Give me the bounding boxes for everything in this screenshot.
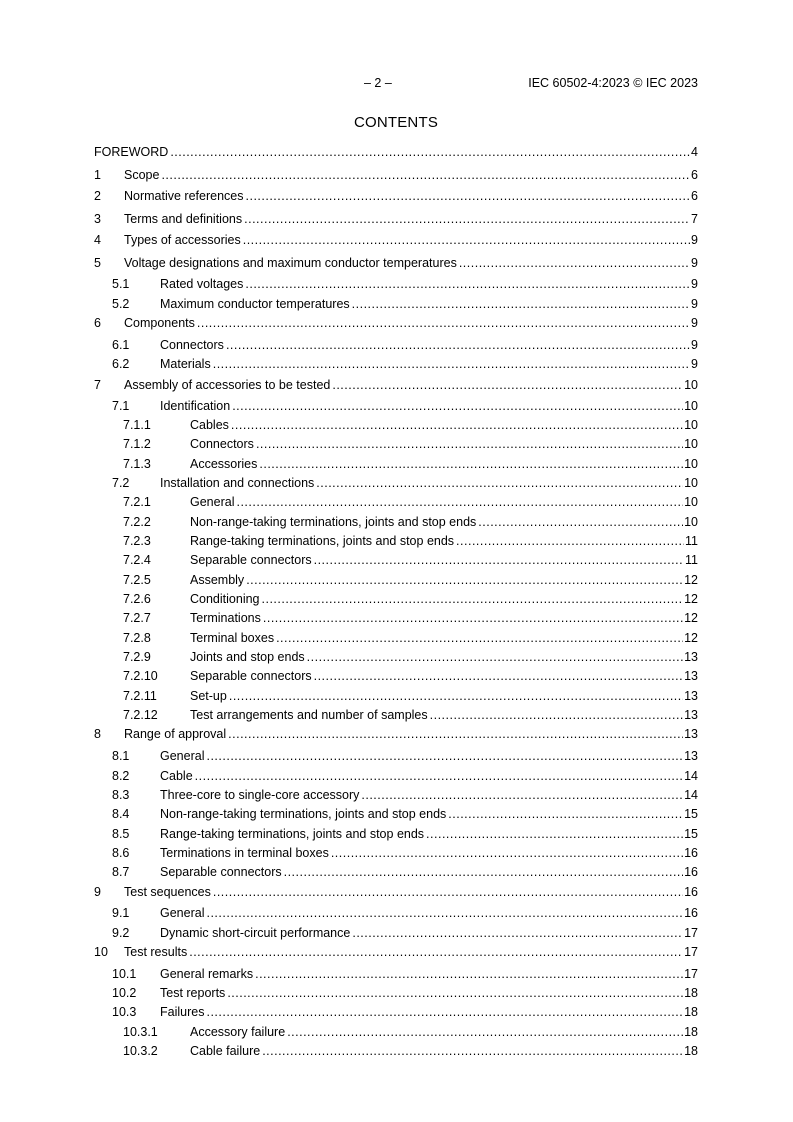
toc-entry[interactable] — [94, 145, 698, 160]
toc-entry-title[interactable]: Installation and connections — [160, 476, 315, 490]
toc-entry-page: 4 — [691, 145, 698, 159]
toc-dot-leader — [206, 906, 683, 921]
toc-entry-title[interactable]: Identification — [160, 399, 231, 413]
toc-entry-number: 7.2.7 — [123, 611, 151, 625]
toc-entry-title[interactable]: Separable connectors — [160, 865, 282, 879]
toc-entry-page: 10 — [684, 418, 698, 432]
toc-dot-leader — [236, 495, 683, 510]
toc-entry-title[interactable]: Test results — [124, 945, 188, 959]
toc-entry-title[interactable]: Connectors — [160, 338, 224, 352]
toc-entry-page: 7 — [691, 212, 698, 226]
toc-entry-number: 6.1 — [112, 338, 130, 352]
toc-entry-page: 10 — [684, 437, 698, 451]
toc-dot-leader — [361, 788, 683, 803]
toc-dot-leader — [276, 631, 683, 646]
toc-entry[interactable] — [94, 611, 698, 626]
toc-dot-leader — [314, 669, 683, 684]
toc-entry-number: 10.3.1 — [123, 1025, 158, 1039]
toc-entry-page: 9 — [691, 233, 698, 247]
toc-entry-title[interactable]: Non-range-taking terminations, joints and stop ends — [190, 515, 477, 529]
toc-entry-number: 8.3 — [112, 788, 130, 802]
toc-entry-number: 7.1.2 — [123, 437, 151, 451]
toc-dot-leader — [232, 399, 683, 414]
toc-dot-leader — [226, 338, 690, 353]
toc-entry-page: 10 — [684, 515, 698, 529]
toc-entry-title[interactable]: Assembly — [190, 573, 245, 587]
toc-entry-title[interactable]: Range of approval — [124, 727, 227, 741]
toc-dot-leader — [314, 553, 684, 568]
toc-entry-number: 9 — [94, 885, 101, 899]
toc-entry[interactable] — [94, 399, 698, 414]
toc-entry-number: 4 — [94, 233, 101, 247]
toc-entry-title[interactable]: Cable failure — [190, 1044, 261, 1058]
toc-entry-page: 18 — [684, 1025, 698, 1039]
toc-entry[interactable] — [94, 631, 698, 646]
toc-entry-title[interactable]: Cable — [160, 769, 193, 783]
toc-entry-page: 9 — [691, 316, 698, 330]
toc-entry-number: 5.1 — [112, 277, 130, 291]
toc-entry-page: 14 — [684, 769, 698, 783]
toc-entry-page: 10 — [684, 399, 698, 413]
toc-entry-number: 10 — [94, 945, 108, 959]
toc-entry-page: 6 — [691, 168, 698, 182]
toc-entry-page: 9 — [691, 338, 698, 352]
toc-entry[interactable] — [94, 727, 698, 742]
toc-entry-title[interactable]: Normative references — [124, 189, 244, 203]
toc-dot-leader — [426, 827, 683, 842]
toc-dot-leader — [263, 611, 683, 626]
toc-entry[interactable] — [94, 749, 698, 764]
toc-entry[interactable] — [94, 592, 698, 607]
toc-dot-leader — [161, 168, 690, 183]
toc-entry[interactable] — [94, 338, 698, 353]
toc-dot-leader — [243, 233, 690, 248]
toc-entry[interactable] — [94, 316, 698, 331]
toc-entry-page: 11 — [685, 553, 698, 567]
toc-entry[interactable] — [94, 212, 698, 227]
toc-entry-number: 9.1 — [112, 906, 130, 920]
toc-entry-title[interactable]: Dynamic short-circuit performance — [160, 926, 351, 940]
toc-entry-title[interactable]: Accessories — [190, 457, 258, 471]
toc-entry-number: 2 — [94, 189, 101, 203]
toc-entry-number: 8 — [94, 727, 101, 741]
toc-entry-number: 10.3 — [112, 1005, 137, 1019]
toc-dot-leader — [459, 256, 690, 271]
toc-entry[interactable] — [94, 534, 698, 549]
toc-entry-title[interactable]: General — [160, 906, 205, 920]
toc-entry[interactable] — [94, 926, 698, 941]
toc-entry-page: 13 — [684, 708, 698, 722]
toc-entry-page: 12 — [684, 592, 698, 606]
toc-entry[interactable] — [94, 437, 698, 452]
toc-dot-leader — [246, 573, 683, 588]
toc-entry-number: 7.1.3 — [123, 457, 151, 471]
toc-entry-title[interactable]: Range-taking terminations, joints and stop ends — [160, 827, 425, 841]
toc-entry[interactable] — [94, 189, 698, 204]
toc-dot-leader — [206, 1005, 683, 1020]
toc-dot-leader — [246, 189, 691, 204]
toc-entry-page: 13 — [684, 650, 698, 664]
toc-entry-number: 10.3.2 — [123, 1044, 158, 1058]
toc-entry[interactable] — [94, 378, 698, 393]
page-header — [94, 76, 698, 92]
toc-dot-leader — [255, 967, 683, 982]
toc-dot-leader — [195, 769, 683, 784]
toc-entry-number: 7.2.3 — [123, 534, 151, 548]
toc-dot-leader — [284, 865, 683, 880]
toc-entry[interactable] — [94, 967, 698, 982]
document-reference: IEC 60502-4:2023 © IEC 2023 — [528, 76, 698, 90]
toc-entry[interactable] — [94, 277, 698, 292]
toc-entry[interactable] — [94, 827, 698, 842]
toc-entry[interactable] — [94, 788, 698, 803]
toc-entry-number: 6.2 — [112, 357, 130, 371]
toc-entry-number: 8.2 — [112, 769, 130, 783]
toc-entry-page: 9 — [691, 297, 698, 311]
toc-entry-title[interactable]: Terminations — [190, 611, 261, 625]
toc-entry-title[interactable]: Components — [124, 316, 195, 330]
toc-dot-leader — [213, 357, 690, 372]
toc-entry-page: 9 — [691, 256, 698, 270]
toc-entry[interactable] — [94, 885, 698, 900]
toc-dot-leader — [262, 592, 684, 607]
toc-entry-title[interactable]: Accessory failure — [190, 1025, 286, 1039]
toc-entry[interactable] — [94, 906, 698, 921]
toc-entry-page: 18 — [684, 1005, 698, 1019]
toc-entry[interactable] — [94, 865, 698, 880]
toc-entry-page: 16 — [684, 885, 698, 899]
toc-entry-page: 16 — [684, 865, 698, 879]
toc-dot-leader — [170, 145, 690, 160]
toc-entry[interactable] — [94, 457, 698, 472]
toc-entry-page: 15 — [684, 827, 698, 841]
toc-entry-number: 7.2.10 — [123, 669, 158, 683]
toc-dot-leader — [197, 316, 690, 331]
toc-entry-number: 5 — [94, 256, 101, 270]
toc-dot-leader — [287, 1025, 683, 1040]
toc-entry-page: 18 — [684, 1044, 698, 1058]
page-title: CONTENTS — [353, 114, 439, 131]
toc-entry-number: 7.2.11 — [123, 689, 157, 703]
toc-entry-number: 7.2.4 — [123, 553, 151, 567]
toc-dot-leader — [227, 986, 683, 1001]
toc-entry-page: 9 — [691, 357, 698, 371]
toc-entry-page: 18 — [684, 986, 698, 1000]
toc-entry-number: 7.2.8 — [123, 631, 151, 645]
toc-dot-leader — [331, 846, 683, 861]
toc-entry-title[interactable]: Separable connectors — [190, 553, 312, 567]
toc-entry-title[interactable]: Joints and stop ends — [190, 650, 305, 664]
toc-entry-page: 10 — [684, 378, 698, 392]
toc-dot-leader — [245, 277, 690, 292]
toc-entry-title[interactable]: Terminal boxes — [190, 631, 275, 645]
toc-entry-page: 13 — [684, 669, 698, 683]
toc-dot-leader — [259, 457, 683, 472]
toc-entry-title[interactable]: Set-up — [190, 689, 227, 703]
toc-entry-title[interactable]: Terms and definitions — [124, 212, 243, 226]
toc-entry-page: 10 — [684, 495, 698, 509]
toc-entry-page: 14 — [684, 788, 698, 802]
toc-dot-leader — [316, 476, 683, 491]
toc-dot-leader — [244, 212, 690, 227]
toc-entry-title[interactable]: Three-core to single-core accessory — [160, 788, 360, 802]
toc-entry[interactable] — [94, 689, 698, 704]
toc-entry[interactable] — [94, 495, 698, 510]
toc-entry-number: 7.2.6 — [123, 592, 151, 606]
toc-entry-title[interactable]: Separable connectors — [190, 669, 312, 683]
toc-dot-leader — [206, 749, 683, 764]
toc-entry-page: 11 — [685, 534, 698, 548]
toc-entry-title[interactable]: Rated voltages — [160, 277, 244, 291]
toc-entry-number: 1 — [94, 168, 101, 182]
toc-entry-number: 5.2 — [112, 297, 130, 311]
toc-entry-number: 7.2.2 — [123, 515, 151, 529]
toc-entry[interactable] — [94, 1025, 698, 1040]
toc-dot-leader — [430, 708, 683, 723]
toc-entry-number: 7.1.1 — [123, 418, 151, 432]
toc-entry-title[interactable]: Materials — [160, 357, 211, 371]
toc-entry[interactable] — [94, 769, 698, 784]
toc-entry[interactable] — [94, 1044, 698, 1059]
toc-entry-title[interactable]: Terminations in terminal boxes — [160, 846, 329, 860]
toc-entry-number: 10.1 — [112, 967, 137, 981]
toc-entry-title[interactable]: General — [160, 749, 205, 763]
toc-entry[interactable] — [94, 357, 698, 372]
toc-entry-title[interactable]: Scope — [124, 168, 160, 182]
toc-entry[interactable] — [94, 573, 698, 588]
toc-dot-leader — [189, 945, 683, 960]
toc-entry-title[interactable]: Cables — [190, 418, 229, 432]
toc-entry-title[interactable]: General remarks — [160, 967, 254, 981]
toc-dot-leader — [456, 534, 684, 549]
toc-entry-title[interactable]: Assembly of accessories to be tested — [124, 378, 331, 392]
toc-entry-title[interactable]: General — [190, 495, 235, 509]
toc-entry-title[interactable]: Maximum conductor temperatures — [160, 297, 350, 311]
toc-dot-leader — [352, 926, 683, 941]
toc-dot-leader — [228, 727, 683, 742]
toc-dot-leader — [332, 378, 683, 393]
toc-entry-number: 7.2 — [112, 476, 130, 490]
toc-dot-leader — [352, 297, 690, 312]
toc-dot-leader — [478, 515, 683, 530]
toc-entry-page: 17 — [684, 945, 698, 959]
toc-entry-number: 9.2 — [112, 926, 130, 940]
toc-entry-title[interactable]: Test reports — [160, 986, 226, 1000]
toc-entry-number: 7.2.1 — [123, 495, 151, 509]
toc-entry-number: 7 — [94, 378, 101, 392]
toc-entry[interactable] — [94, 233, 698, 248]
toc-entry-page: 10 — [684, 457, 698, 471]
toc-entry-number: 8.7 — [112, 865, 130, 879]
toc-entry-page: 13 — [684, 727, 698, 741]
toc-dot-leader — [448, 807, 683, 822]
toc-dot-leader — [231, 418, 683, 433]
toc-dot-leader — [256, 437, 683, 452]
toc-entry-number: 7.2.5 — [123, 573, 151, 587]
toc-entry-number: 8.4 — [112, 807, 130, 821]
toc-entry-title[interactable]: FOREWORD — [94, 145, 169, 159]
toc-dot-leader — [213, 885, 683, 900]
toc-entry-number: 8.1 — [112, 749, 130, 763]
toc-entry-number: 7.1 — [112, 399, 130, 413]
toc-entry-page: 15 — [684, 807, 698, 821]
toc-entry-title[interactable]: Conditioning — [190, 592, 260, 606]
toc-dot-leader — [262, 1044, 683, 1059]
toc-dot-leader — [229, 689, 683, 704]
toc-entry-title[interactable]: Non-range-taking terminations, joints and stop ends — [160, 807, 447, 821]
toc-entry[interactable] — [94, 297, 698, 312]
toc-entry[interactable] — [94, 1005, 698, 1020]
toc-dot-leader — [307, 650, 683, 665]
toc-entry-page: 12 — [684, 573, 698, 587]
toc-entry-title[interactable]: Voltage designations and maximum conductor temperatures — [124, 256, 457, 270]
toc-entry[interactable] — [94, 168, 698, 183]
toc-entry-title[interactable]: Failures — [160, 1005, 205, 1019]
toc-entry-title[interactable]: Range-taking terminations, joints and stop ends — [190, 534, 455, 548]
toc-entry-page: 16 — [684, 906, 698, 920]
toc-entry-title[interactable]: Connectors — [190, 437, 254, 451]
toc-entry-page: 10 — [684, 476, 698, 490]
toc-entry[interactable] — [94, 669, 698, 684]
toc-entry[interactable] — [94, 418, 698, 433]
toc-entry[interactable] — [94, 650, 698, 665]
page-number: – 2 – — [364, 76, 392, 90]
toc-entry[interactable] — [94, 708, 698, 723]
toc-entry-page: 13 — [684, 749, 698, 763]
toc-entry[interactable] — [94, 515, 698, 530]
toc-entry-page: 12 — [684, 611, 698, 625]
toc-entry-number: 6 — [94, 316, 101, 330]
toc-entry[interactable] — [94, 807, 698, 822]
toc-entry-page: 13 — [684, 689, 698, 703]
toc-entry[interactable] — [94, 553, 698, 568]
toc-entry[interactable] — [94, 945, 698, 960]
toc-entry-title[interactable]: Test arrangements and number of samples — [190, 708, 428, 722]
toc-entry-page: 12 — [684, 631, 698, 645]
toc-entry-number: 7.2.9 — [123, 650, 151, 664]
toc-entry-page: 9 — [691, 277, 698, 291]
toc-entry-number: 8.5 — [112, 827, 130, 841]
toc-entry-title[interactable]: Types of accessories — [124, 233, 241, 247]
toc-entry[interactable] — [94, 986, 698, 1001]
toc-entry-title[interactable]: Test sequences — [124, 885, 211, 899]
toc-entry[interactable] — [94, 846, 698, 861]
toc-entry-page: 16 — [684, 846, 698, 860]
toc-entry-page: 17 — [684, 926, 698, 940]
toc-entry[interactable] — [94, 256, 698, 271]
toc-entry[interactable] — [94, 476, 698, 491]
toc-entry-number: 3 — [94, 212, 101, 226]
toc-entry-number: 8.6 — [112, 846, 130, 860]
toc-entry-page: 17 — [684, 967, 698, 981]
toc-entry-number: 10.2 — [112, 986, 137, 1000]
toc-entry-page: 6 — [691, 189, 698, 203]
toc-entry-number: 7.2.12 — [123, 708, 158, 722]
